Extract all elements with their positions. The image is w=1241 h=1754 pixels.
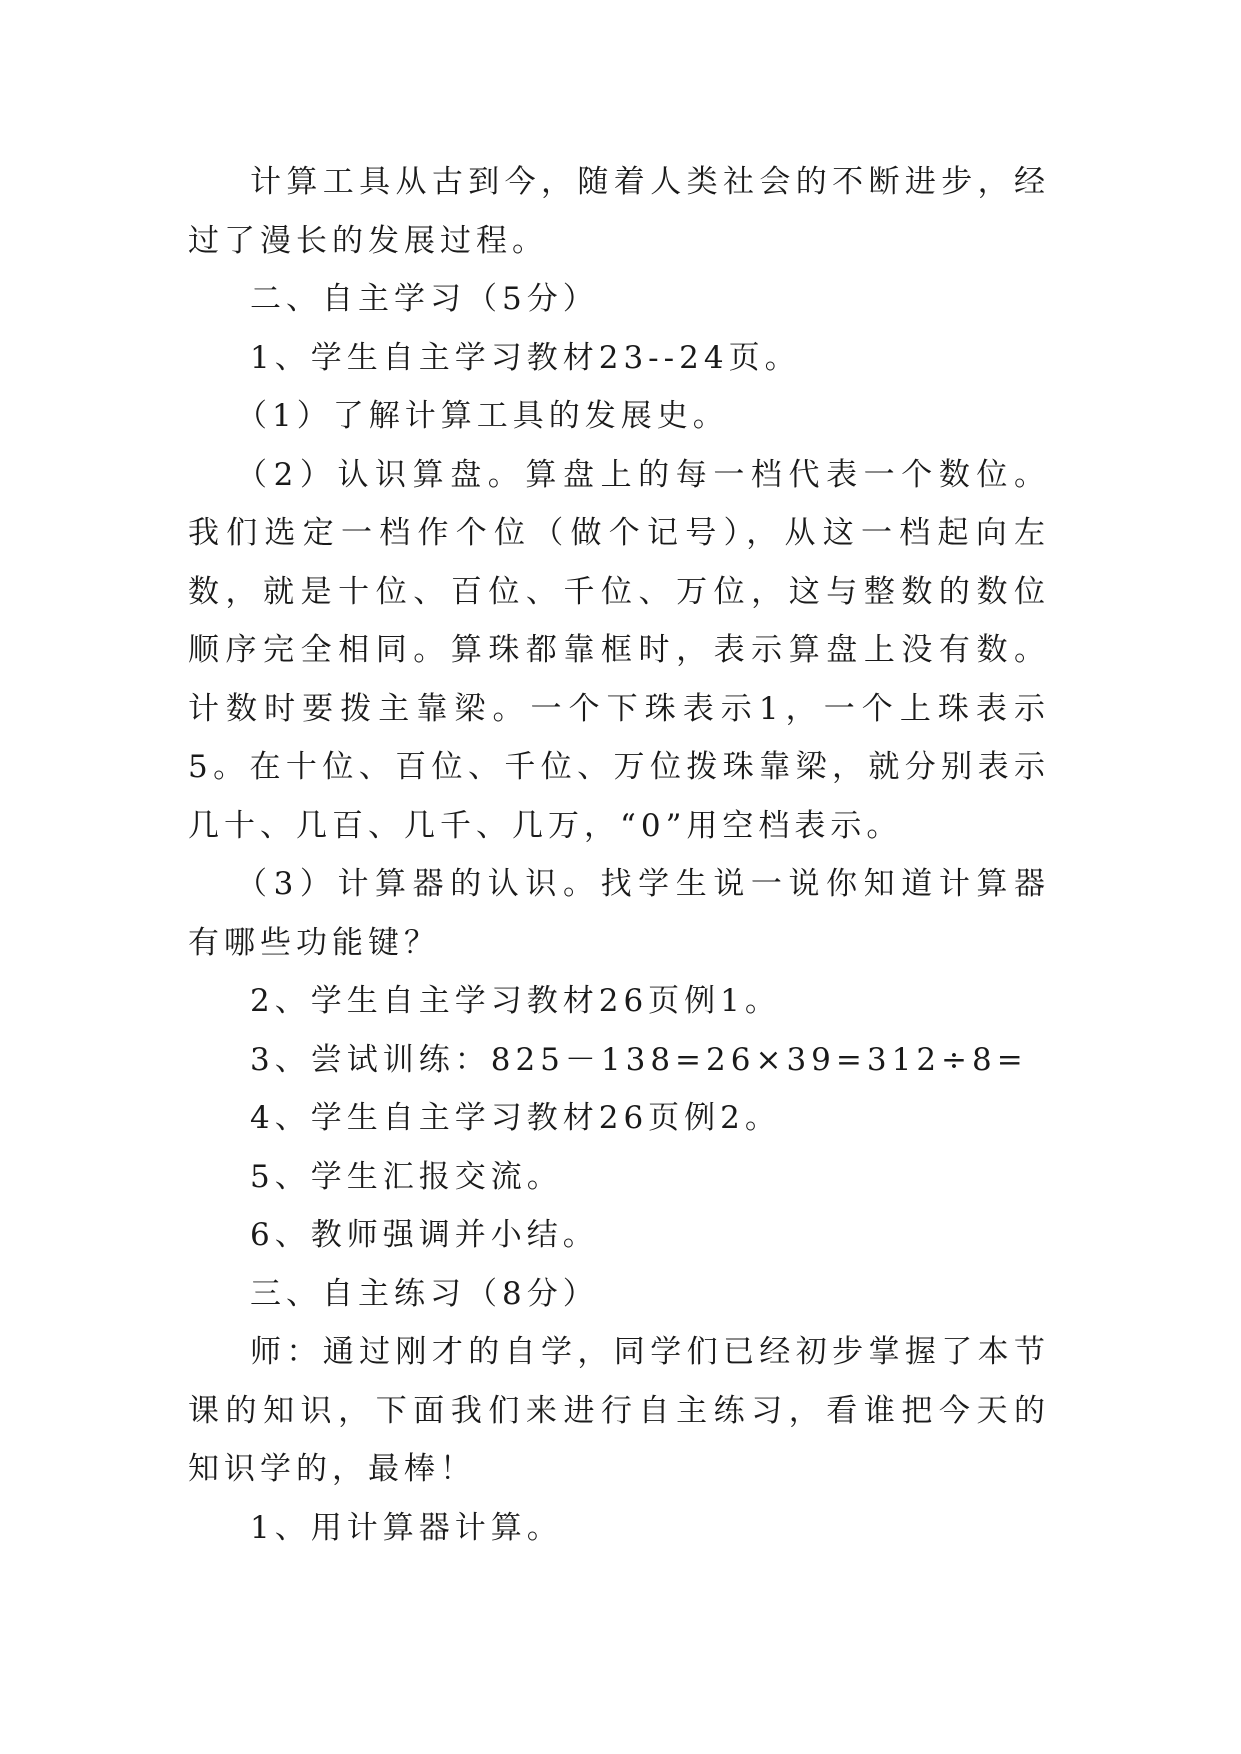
- list-item: 4、学生自主学习教材26页例2。: [250, 1100, 781, 1136]
- paragraph-intro: 计算工具从古到今，随着人类社会的不断进步，经过了漫长的发展过程。: [188, 164, 1050, 259]
- list-item: 2、学生自主学习教材26页例1。: [250, 983, 781, 1019]
- document-body: [188, 153, 1050, 1557]
- paragraph-teacher-remark: 师：通过刚才的自学，同学们已经初步掌握了本节课的知识，下面我们来进行自主练习，看谁把今天的知识学的，最棒！: [188, 1334, 1050, 1487]
- list-item: 6、教师强调并小结。: [250, 1217, 599, 1253]
- sub-item-abacus: （2）认识算盘。算盘上的每一档代表一个数位。我们选定一档作个位（做个记号），从这一档起向左数，就是十位、百位、千位、万位，这与整数的数位顺序完全相同。算珠都靠框时，表示算盘上没有数。计数时要拨主靠梁。一个下珠表示1，一个上珠表示5。在十位、百位、千位、万位拨珠靠梁，就分别表示几十、几百、几千、几万，“0”用空档表示。: [188, 456, 1050, 844]
- section-heading-self-study: 二、自主学习（5分）: [250, 281, 599, 317]
- list-item: 5、学生汇报交流。: [250, 1158, 563, 1195]
- list-item-exercise: 3、尝试训练：825－138=26×39=312÷8=: [250, 1041, 1028, 1078]
- sub-item-calculator: （3）计算器的认识。找学生说一说你知道计算器有哪些功能键？: [188, 866, 1050, 961]
- list-item: 1、用计算器计算。: [250, 1509, 563, 1546]
- list-item: 1、学生自主学习教材23--24页。: [250, 339, 801, 376]
- sub-item: （1）了解计算工具的发展史。: [236, 398, 729, 434]
- section-heading-practice: 三、自主练习（8分）: [250, 1275, 599, 1312]
